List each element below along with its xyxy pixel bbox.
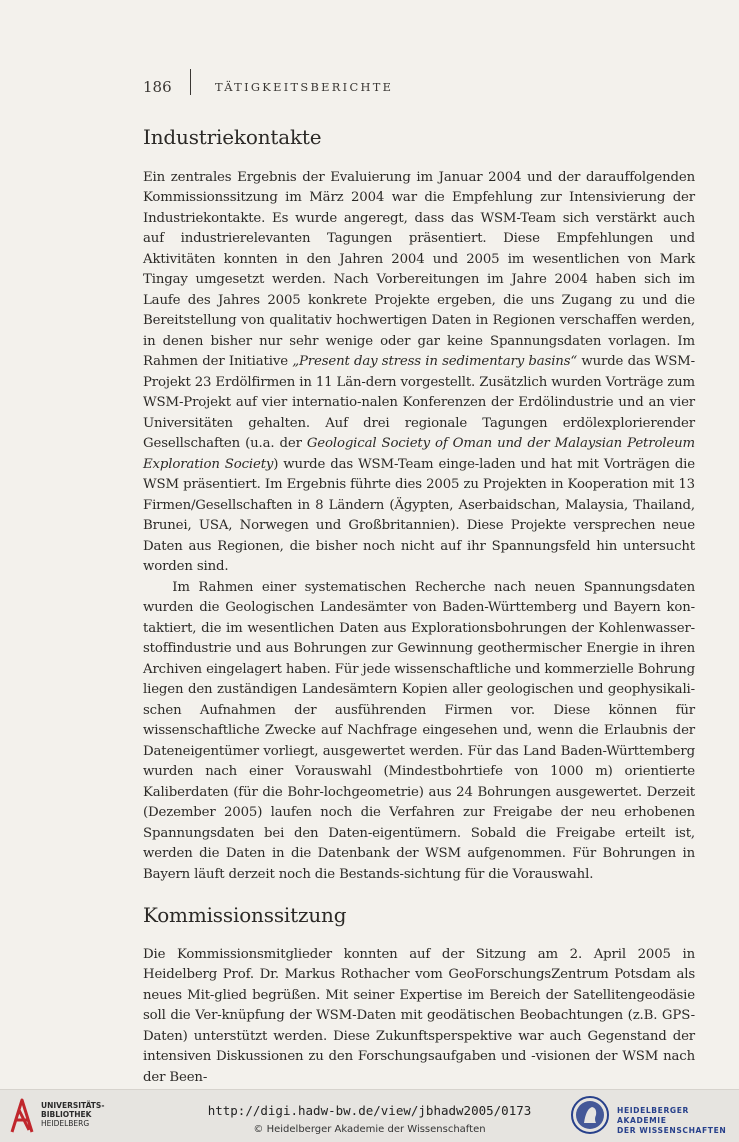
society-names: Geological Society of Oman und der Malaysian Petroleum Exploration Society — [143, 436, 695, 472]
paragraph-text: Ein zentrales Ergebnis der Evaluierung im Januar 2004 und der darauffolgenden Kommissionssitzung im März 2004 war die Empfehlung zur Intensivierung der Industriekontakte. Es wurde angeregt, dass das WSM-Team sich verstärkt auch auf industrierelevanten Tagungen präsentiert. Diese Empfehlungen und Aktivitäten konnten in den Jahren 2004 und 2005 im wesentlichen von Mark Tingay umgesetzt werden. Nach Vorbereitungen im Jahre 2004 haben sich im Laufe des Jahres 2005 konkrete Projekte ergeben, die uns Zugang zu und die Bereitstellung von qualitativ hochwertigen Daten in Regionen verschaffen werden, in denen bisher nur sehr wenige oder gar keine Spannungsdaten vorlagen. Im Rahmen der Initiative — [143, 169, 695, 369]
section-heading-industriekontakte: Industriekontakte — [143, 125, 322, 149]
initiative-title: „Present day stress in sedimentary basins“ — [292, 354, 578, 369]
running-title: TÄTIGKEITSBERICHTE — [215, 80, 394, 94]
academy-name-line: HEIDELBERGER AKADEMIE — [617, 1106, 689, 1125]
academy-seal-icon — [570, 1095, 610, 1135]
academy-name-line: DER WISSENSCHAFTEN — [617, 1126, 727, 1135]
page-number: 186 — [143, 78, 172, 96]
paragraph-text: wurde das WSM-Projekt 23 Erdölfirmen in 11 Län-dern vorgestellt. Zusätzlich wurden Vorträge zum WSM-Projekt auf vier internatio-nalen Konferenzen der Erdölindustrie und an vier Universitäten gehalten. Auf drei regionale Tagungen erdölexplorierender Gesellschaften (u.a. der — [143, 354, 695, 451]
copyright-notice: © Heidelberger Akademie der Wissenschaften — [253, 1124, 486, 1135]
academy-name — [617, 1106, 739, 1136]
library-name-line: UNIVERSITÄTS- — [41, 1101, 105, 1110]
library-name-line: HEIDELBERG — [41, 1119, 90, 1128]
paragraph-text: ) wurde das WSM-Team einge-laden und hat mit Vorträgen die WSM präsentiert. Im Ergebnis führte dies 2005 zu Projekten in Kooperation mit 13 Firmen/Gesellschaften in 8 Ländern (Ägypten, Aserbaidschan, Malaysia, Thailand, Brunei, USA, Norwegen und Großbritannien). Diese Projekte versprechen neue Daten aus Regionen, die bisher noch nicht auf ihr Spannungsfeld hin untersucht worden sind. — [143, 456, 695, 574]
library-name-line: BIBLIOTHEK — [41, 1110, 92, 1119]
paragraph — [143, 168, 695, 578]
permalink-url[interactable]: http://digi.hadw-bw.de/view/jbhadw2005/0173 — [207, 1103, 532, 1118]
paragraph: Die Kommissionsmitglieder konnten auf der Sitzung am 2. April 2005 in Heidelberg Prof. Dr. Markus Rothacher vom GeoForschungsZentrum Potsdam als neues Mit-glied begrüßen. Mit seiner Expertise im Bereich der Satellitengeodäsie soll die Ver-knüpfung der WSM-Daten mit geodätischen Beobachtungen (z.B. GPS-Daten) unterstützt werden. Diese Zukunftsperspektive war auch Gegenstand der intensiven Diskussionen zu den Forschungsaufgaben und -visionen der WSM nach der Been- — [143, 946, 695, 1085]
digitization-footer — [0, 1089, 739, 1142]
body-text — [143, 127, 695, 1088]
paragraph: Im Rahmen einer systematischen Recherche nach neuen Spannungsdaten wurden die Geologischen Landesämter von Baden-Württemberg und Bayern kon-taktiert, die im wesentlichen Daten aus Explorationsbohrungen der Kohlenwasser-stoffindustrie und aus Bohrungen zur Gewinnung geothermischer Energie in ihren Archiven eingelagert haben. Für jede wissenschaftliche und kommerzielle Bohrung liegen den zuständigen Landesämtern Kopien aller geologischen und geophysikali-schen Aufnahmen der ausführenden Firmen vor. Diese können für wissenschaftliche Zwecke auf Nachfrage eingesehen und, wenn die Erlaubnis der Dateneigentümer vorliegt, ausgewertet werden. Für das Land Baden-Württemberg wurden nach einer Vorauswahl (Mindestbohrtiefe von 1000 m) orientierte Kaliberdaten (für die Bohr-lochgeometrie) aus 24 Bohrungen ausgewertet. Derzeit (Dezember 2005) laufen noch die Verfahren zur Freigabe der neu erhobenen Spannungsdaten bei den Daten-eigentümern. Sobald die Freigabe erteilt ist, werden die Daten in die Datenbank der WSM aufgenommen. Für Bohrungen in Bayern läuft derzeit noch die Bestands-sichtung für die Vorauswahl. — [143, 579, 695, 882]
header-rule — [190, 69, 191, 95]
running-head — [143, 78, 394, 96]
section-heading-kommissionssitzung: Kommissionssitzung — [143, 903, 347, 927]
